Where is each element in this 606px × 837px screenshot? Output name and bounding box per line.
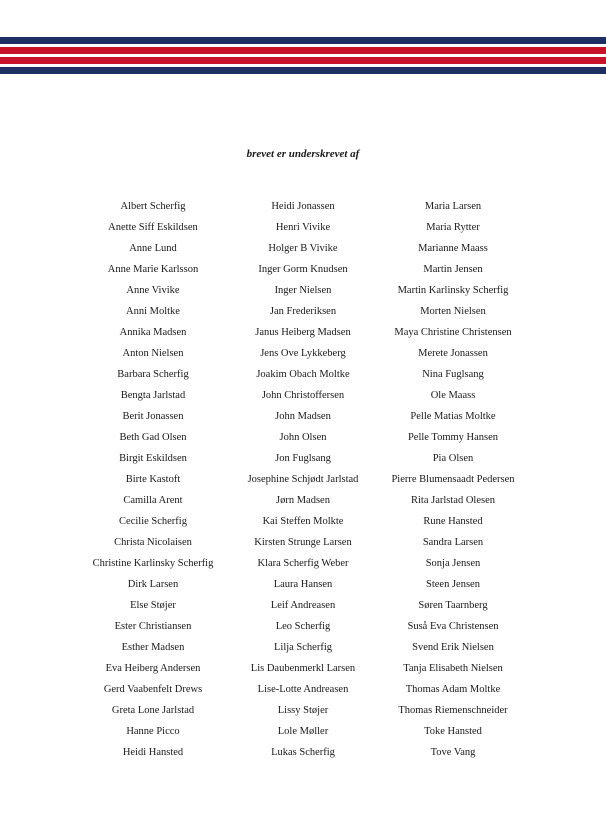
signatory-name: Sandra Larsen bbox=[422, 537, 484, 548]
signatory-name: Jørn Madsen bbox=[276, 495, 330, 506]
stripe-red bbox=[0, 57, 606, 64]
signatory-name: Kirsten Strunge Larsen bbox=[254, 537, 352, 548]
signatory-name: Cecilie Scherfig bbox=[119, 516, 187, 527]
signatory-name: Merete Jonassen bbox=[418, 348, 488, 359]
signatory-name: Pierre Blumensaadt Pedersen bbox=[391, 474, 515, 485]
signatory-name: Lissy Støjer bbox=[277, 705, 329, 716]
signatories-column-2 bbox=[228, 199, 378, 766]
signatory-name: Toke Hansted bbox=[424, 726, 482, 737]
signatory-name: Birgit Eskildsen bbox=[119, 453, 187, 464]
signatory-name: Christine Karlinsky Scherfig bbox=[92, 558, 214, 569]
signatory-name: Else Støjer bbox=[130, 600, 176, 611]
signatory-name: Søren Taarnberg bbox=[418, 600, 488, 611]
signatory-name: Nina Fuglsang bbox=[422, 369, 484, 380]
signatory-name: Martin Jensen bbox=[423, 264, 483, 275]
signatory-name: Morten Nielsen bbox=[420, 306, 486, 317]
signatory-name: John Olsen bbox=[279, 432, 327, 443]
signatories-column-1 bbox=[78, 199, 228, 766]
signatory-name: Barbara Scherfig bbox=[117, 369, 189, 380]
signatory-name: Tove Vang bbox=[430, 747, 476, 758]
signatory-name: Maya Christine Christensen bbox=[394, 327, 512, 338]
signatory-name: Inger Gorm Knudsen bbox=[258, 264, 348, 275]
signatory-name: Anni Moltke bbox=[126, 306, 180, 317]
signatory-name: Albert Scherfig bbox=[120, 201, 186, 212]
signatory-name: Martin Karlinsky Scherfig bbox=[397, 285, 509, 296]
signatory-name: Hanne Picco bbox=[126, 726, 180, 737]
signatory-name: Camilla Arent bbox=[123, 495, 183, 506]
signatory-name: Leo Scherfig bbox=[275, 621, 331, 632]
signatory-name: Lilja Scherfig bbox=[273, 642, 333, 653]
signatory-name: Christa Nicolaisen bbox=[114, 537, 192, 548]
signatory-name: Anne Vivike bbox=[126, 285, 180, 296]
stripe-navy bbox=[0, 67, 606, 74]
signatories-column-3 bbox=[378, 199, 528, 766]
signatory-name: Inger Nielsen bbox=[274, 285, 332, 296]
signatory-name: Anton Nielsen bbox=[122, 348, 184, 359]
signatory-name: Thomas Riemenschneider bbox=[398, 705, 508, 716]
signatory-name: Gerd Vaabenfelt Drews bbox=[103, 684, 203, 695]
signatory-name: Lis Daubenmerkl Larsen bbox=[250, 663, 356, 674]
signatory-name: Lise-Lotte Andreasen bbox=[257, 684, 349, 695]
signatory-name: Anette Siff Eskildsen bbox=[108, 222, 198, 233]
signatory-name: John Christoffersen bbox=[261, 390, 345, 401]
signatory-name: Dirk Larsen bbox=[127, 579, 179, 590]
signatory-name: Henri Vivike bbox=[275, 222, 331, 233]
signatory-name: Berit Jonassen bbox=[122, 411, 184, 422]
signatory-name: Kai Steffen Molkte bbox=[262, 516, 344, 527]
signatory-name: Lole Møller bbox=[277, 726, 329, 737]
signatory-name: Jens Ove Lykkeberg bbox=[260, 348, 346, 359]
signatory-name: Maria Larsen bbox=[424, 201, 482, 212]
signatory-name: Bengta Jarlstad bbox=[120, 390, 186, 401]
signatory-name: Lukas Scherfig bbox=[271, 747, 335, 758]
signatory-name: Klara Scherfig Weber bbox=[257, 558, 349, 569]
signatory-name: Holger B Vivike bbox=[268, 243, 338, 254]
signatory-name: Janus Heiberg Madsen bbox=[255, 327, 351, 338]
signatory-name: Pelle Tommy Hansen bbox=[407, 432, 499, 443]
signatory-name: John Madsen bbox=[275, 411, 331, 422]
signatories-heading: brevet er underskrevet af bbox=[246, 148, 360, 160]
signatory-name: Anne Marie Karlsson bbox=[107, 264, 199, 275]
signatory-name: Heidi Hansted bbox=[122, 747, 184, 758]
signatory-name: Annika Madsen bbox=[119, 327, 187, 338]
stripe-red bbox=[0, 47, 606, 54]
signatory-name: Anne Lund bbox=[129, 243, 177, 254]
signatory-name: Pia Olsen bbox=[432, 453, 474, 464]
signatory-name: Rune Hansted bbox=[423, 516, 483, 527]
signatory-name: Heidi Jonassen bbox=[271, 201, 335, 212]
signatory-name: Ester Christiansen bbox=[114, 621, 192, 632]
signatory-name: Laura Hansen bbox=[273, 579, 333, 590]
signatories-list bbox=[78, 199, 528, 766]
signatory-name: Esther Madsen bbox=[121, 642, 185, 653]
signatory-name: Marianne Maass bbox=[418, 243, 488, 254]
signatory-name: Steen Jensen bbox=[426, 579, 480, 590]
signatory-name: Ole Maass bbox=[430, 390, 476, 401]
signatory-name: Leif Andreasen bbox=[270, 600, 336, 611]
signatory-name: Greta Lone Jarlstad bbox=[111, 705, 195, 716]
signatory-name: Thomas Adam Moltke bbox=[405, 684, 501, 695]
signatory-name: Jon Fuglsang bbox=[275, 453, 331, 464]
signatory-name: Sonja Jensen bbox=[425, 558, 481, 569]
signatory-name: Eva Heiberg Andersen bbox=[105, 663, 201, 674]
signatory-name: Maria Rytter bbox=[426, 222, 480, 233]
flag-stripes bbox=[0, 37, 606, 74]
signatory-name: Rita Jarlstad Olesen bbox=[411, 495, 495, 506]
signatory-name: Svend Erik Nielsen bbox=[412, 642, 494, 653]
signatory-name: Pelle Matias Moltke bbox=[410, 411, 496, 422]
signatory-name: Suså Eva Christensen bbox=[407, 621, 499, 632]
signatory-name: Beth Gad Olsen bbox=[119, 432, 187, 443]
signatory-name: Josephine Schjødt Jarlstad bbox=[247, 474, 359, 485]
signatory-name: Birte Kastoft bbox=[125, 474, 181, 485]
stripe-navy bbox=[0, 37, 606, 44]
signatory-name: Jan Frederiksen bbox=[269, 306, 337, 317]
signatory-name: Joakim Obach Moltke bbox=[256, 369, 350, 380]
signatory-name: Tanja Elisabeth Nielsen bbox=[403, 663, 503, 674]
